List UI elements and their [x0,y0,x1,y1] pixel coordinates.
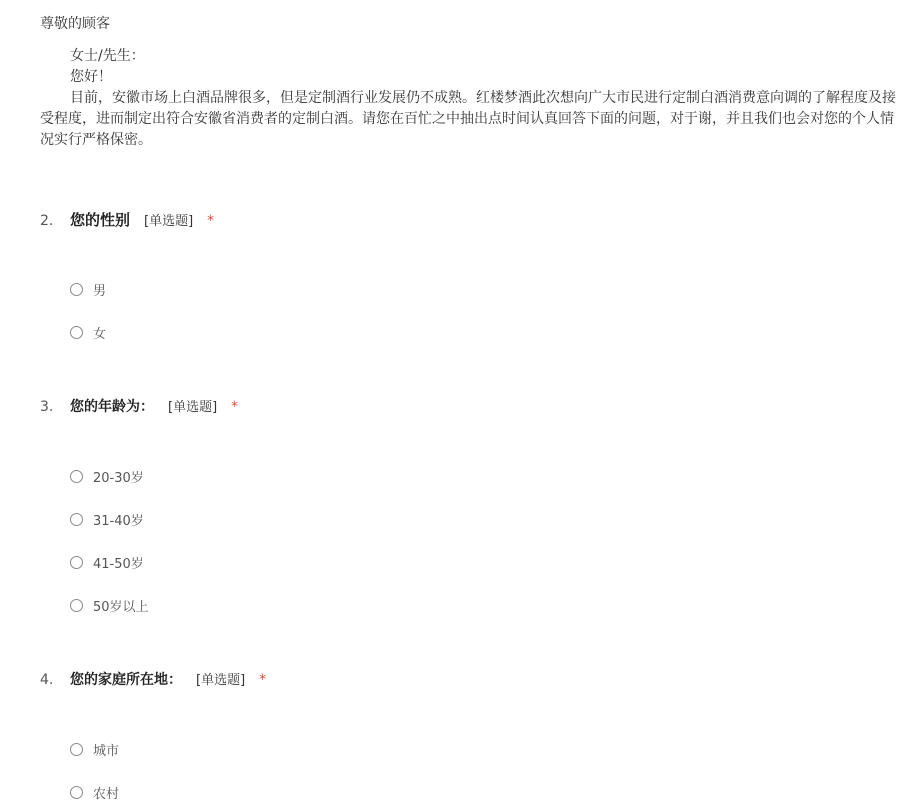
option-label: 50岁以上 [93,599,149,615]
option-age-50-plus[interactable] [70,595,149,615]
option-label: 男 [93,283,107,299]
radio-button[interactable] [70,743,83,756]
salutation: 尊敬的顾客 [40,16,110,32]
question-header [40,209,900,231]
option-male[interactable] [70,279,106,299]
title-line: 女士/先生： [70,48,145,64]
question-age [40,396,900,615]
option-label: 农村 [93,786,120,802]
question-gender [40,209,900,342]
question-number: 3. [40,399,54,415]
option-female[interactable] [70,322,106,342]
radio-button[interactable] [70,786,83,799]
radio-button[interactable] [70,283,83,296]
question-number: 4. [40,672,54,688]
question-type: [单选题] [144,214,194,229]
hello-line: 您好！ [70,69,112,85]
question-home-location [40,669,900,802]
question-number: 2. [40,213,54,229]
radio-button[interactable] [70,556,83,569]
radio-button[interactable] [70,513,83,526]
radio-button[interactable] [70,470,83,483]
option-countryside[interactable] [70,782,119,802]
question-type: [单选题] [196,673,246,688]
option-label: 城市 [93,743,120,759]
survey-intro [40,14,900,151]
radio-button[interactable] [70,599,83,612]
question-type: [单选题] [168,400,218,415]
option-age-20-30[interactable] [70,466,144,486]
question-title: 您的性别 [70,211,131,229]
option-label: 女 [93,326,107,342]
required-marker: * [231,399,239,415]
question-title: 您的家庭所在地： [70,672,182,688]
required-marker: * [207,213,215,229]
question-header [40,669,900,691]
intro-body: 目前，安徽市场上白酒品牌很多，但是定制酒行业发展仍不成熟。红楼梦酒此次想向广大市民进行定制白酒消费意向调的了解程度及接受程度，进而制定出符合安徽省消费者的定制白酒。请您在百忙之中抽出点时间认真回答下面的问题，对于谢，并且我们也会对您的个人情况实行严格保密。 [40,90,896,148]
option-label: 20-30岁 [93,470,144,486]
option-label: 31-40岁 [93,513,144,529]
option-age-41-50[interactable] [70,552,144,572]
required-marker: * [259,672,267,688]
option-age-31-40[interactable] [70,509,144,529]
radio-button[interactable] [70,326,83,339]
option-city[interactable] [70,739,119,759]
question-header [40,396,900,418]
question-title: 您的年龄为： [70,399,154,415]
option-label: 41-50岁 [93,556,144,572]
